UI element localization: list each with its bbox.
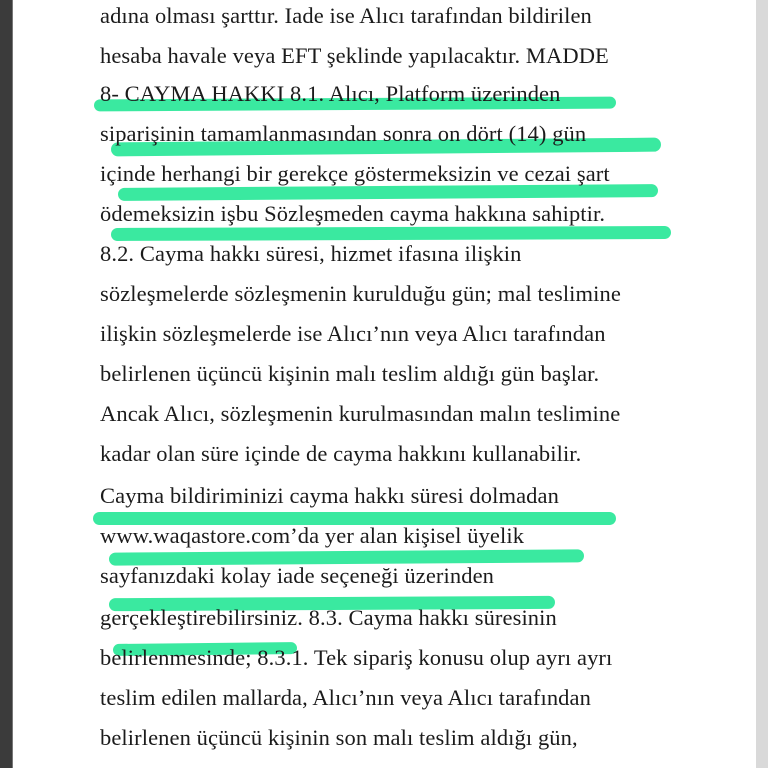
right-frame-edge [755, 0, 768, 768]
text-line-15: sayfanızdaki kolay iade seçeneği üzerinden [100, 563, 495, 588]
text-line-5: içinde herhangi bir gerekçe göstermeksizin ve cezai şart [100, 161, 610, 186]
text-line-17: belirlenmesinde; 8.3.1. Tek sipariş konusu olup ayrı ayrı [100, 645, 613, 670]
text-line-11: Ancak Alıcı, sözleşmenin kurulmasından malın teslimine [100, 401, 621, 426]
text-line-18: teslim edilen mallarda, Alıcı’nın veya Alıcı tarafından [100, 685, 591, 710]
text-line-3: 8- CAYMA HAKKI 8.1. Alıcı, Platform üzerinden [100, 81, 561, 106]
text-line-19: belirlenen üçüncü kişinin son malı teslim aldığı gün, [100, 725, 578, 750]
text-line-13: Cayma bildiriminizi cayma hakkı süresi dolmadan [100, 483, 559, 508]
text-line-12: kadar olan süre içinde de cayma hakkını kullanabilir. [100, 441, 582, 466]
text-line-8: sözleşmelerde sözleşmenin kurulduğu gün; mal teslimine [100, 281, 621, 306]
text-line-10: belirlenen üçüncü kişinin malı teslim aldığı gün başlar. [100, 361, 600, 386]
document-page [13, 0, 756, 768]
text-line-1: adına olması şarttır. Iade ise Alıcı tarafından bildirilen [100, 3, 592, 28]
text-line-16: gerçekleştirebilirsiniz. 8.3. Cayma hakkı süresinin [100, 605, 557, 630]
text-line-6: ödemeksizin işbu Sözleşmeden cayma hakkına sahiptir. [100, 201, 606, 226]
text-line-7: 8.2. Cayma hakkı süresi, hizmet ifasına ilişkin [100, 241, 522, 266]
text-line-9: ilişkin sözleşmelerde ise Alıcı’nın veya Alıcı tarafından [100, 321, 606, 346]
left-frame-edge [0, 0, 13, 768]
text-line-4: siparişinin tamamlanmasından sonra on dört (14) gün [100, 121, 587, 146]
text-line-2: hesaba havale veya EFT şeklinde yapılacaktır. MADDE [100, 43, 609, 68]
highlight-stroke-line-6 [111, 226, 671, 241]
text-line-14: www.waqastore.com’da yer alan kişisel üyelik [100, 523, 525, 548]
